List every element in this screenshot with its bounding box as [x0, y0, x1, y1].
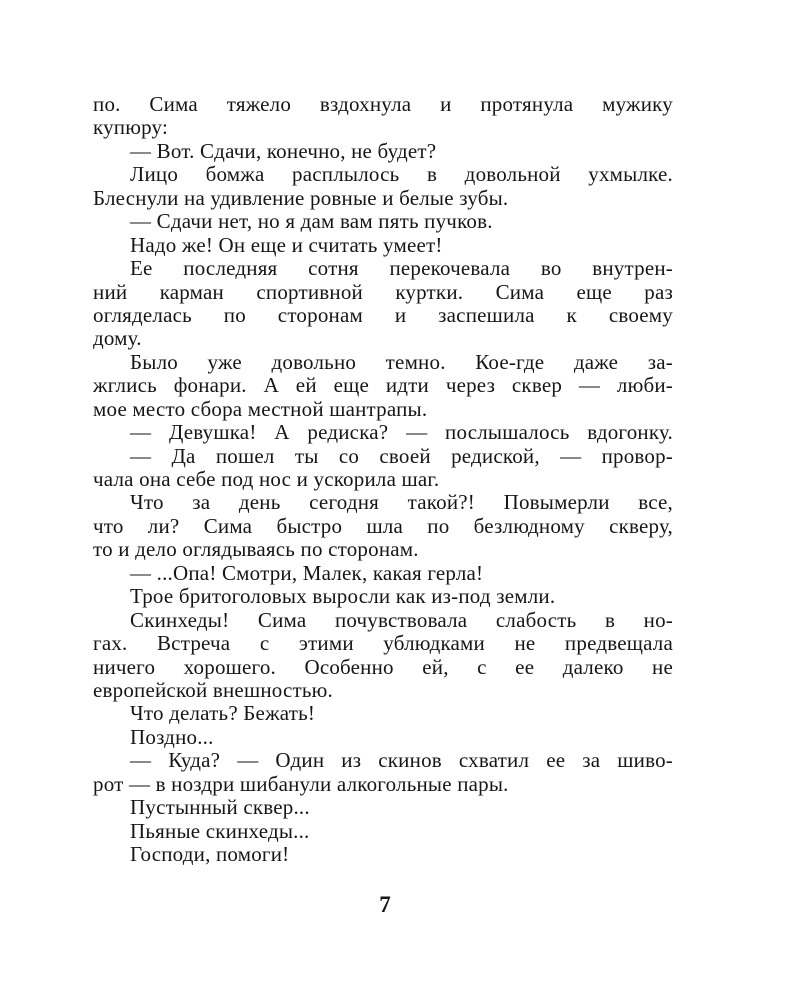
text-line: — Девушка! А редиска? — послышалось вдогонку. [130, 420, 673, 445]
text-line: — Вот. Сдачи, конечно, не будет? [130, 138, 437, 163]
text-line: — ...Опа! Смотри, Малек, какая герла! [130, 560, 484, 585]
text-line: Пьяные скинхеды... [130, 818, 310, 843]
text-line: купюру: [93, 115, 169, 140]
text-line: что ли? Сима быстро шла по безлюдному скверу, [93, 513, 673, 538]
text-line: Пустынный сквер... [130, 795, 310, 820]
text-line: ничего хорошего. Особенно ей, с ее далеко не [93, 654, 673, 679]
text-line: жглись фонари. А ей еще идти через сквер — люби- [93, 373, 673, 398]
text-line: Было уже довольно темно. Кое-где даже за- [130, 349, 673, 374]
text-line: по. Сима тяжело вздохнула и протянула мужику [93, 92, 673, 116]
text-line: Поздно... [130, 724, 214, 749]
text-line: — Сдачи нет, но я дам вам пять пучков. [130, 209, 493, 234]
text-line: чала она себе под нос и ускорила шаг. [93, 467, 440, 491]
text-line: мое место сбора местной шантрапы. [93, 396, 428, 421]
text-line: огляделась по сторонам и заспешила к своему [93, 302, 673, 327]
text-line: то и дело оглядываясь по сторонам. [93, 537, 419, 562]
text-line: гах. Встреча с этими ублюдками не предвещала [93, 631, 673, 656]
body-text [93, 93, 673, 866]
text-line: Ее последняя сотня перекочевала во внутрен- [130, 256, 673, 281]
text-line: — Да пошел ты со своей редиской, — провор- [130, 443, 673, 468]
text-line: европейской внешностью. [93, 677, 333, 702]
text-line: рот — в ноздри шибанули алкогольные пары. [93, 771, 509, 796]
text-line: Скинхеды! Сима почувствовала слабость в но- [130, 607, 673, 632]
text-line: Блеснули на удивление ровные и белые зубы. [93, 185, 509, 210]
text-line: Надо же! Он еще и считать умеет! [130, 232, 443, 257]
text-line: Трое бритоголовых выросли как из-под земли. [130, 584, 556, 609]
page-number: 7 [379, 892, 391, 917]
text-line: — Куда? — Один из скинов схватил ее за шиво- [130, 748, 673, 773]
text-line: дому. [93, 326, 142, 351]
text-line: ний карман спортивной куртки. Сима еще раз [93, 279, 673, 304]
text-line: Что за день сегодня такой?! Повымерли все, [130, 490, 673, 515]
text-line: Господи, помоги! [130, 842, 290, 866]
text-line: Что делать? Бежать! [130, 701, 316, 726]
text-line: Лицо бомжа расплылось в довольной ухмылке. [130, 162, 673, 187]
